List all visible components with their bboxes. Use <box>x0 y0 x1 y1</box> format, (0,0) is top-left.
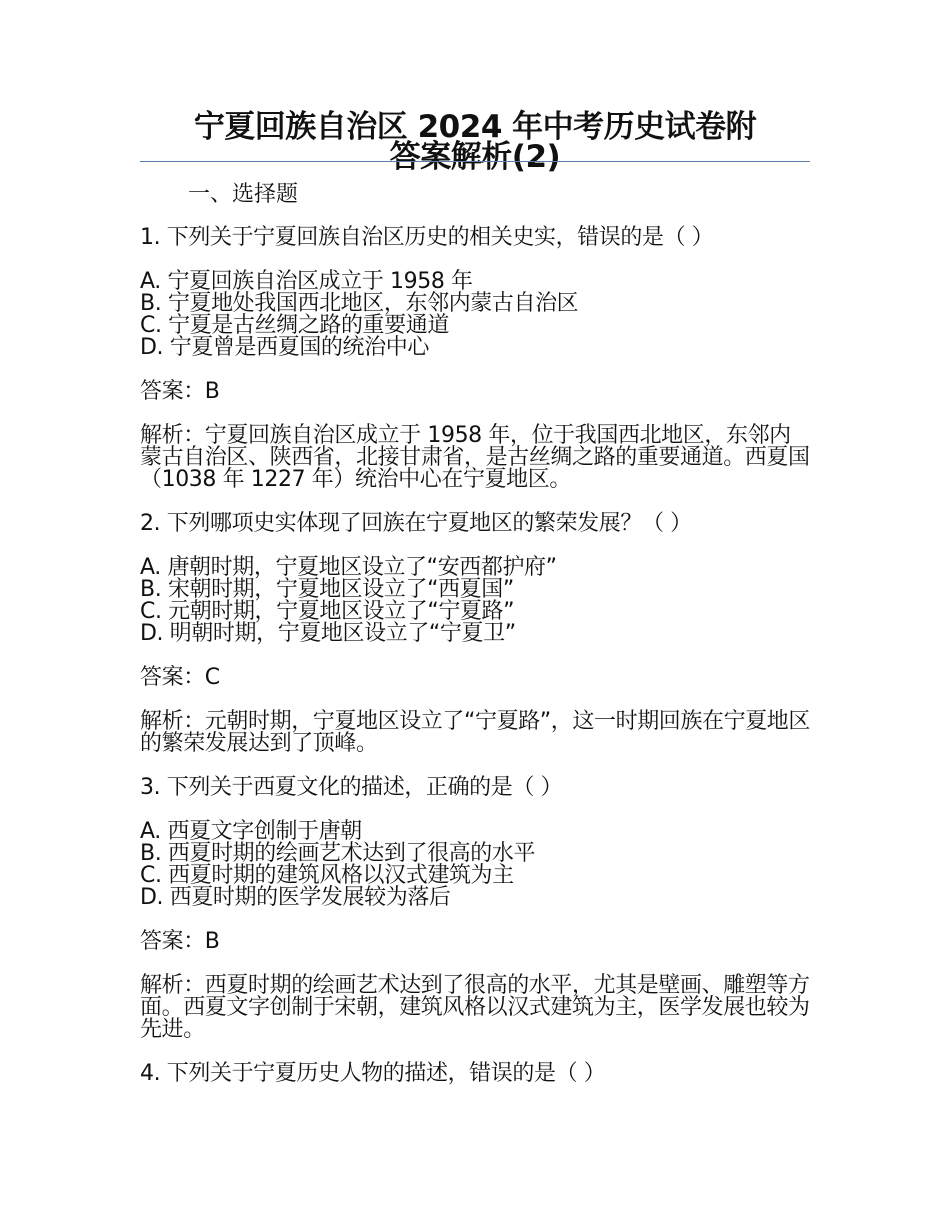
question-2-option-d: D. 明朝时期，宁夏地区设立了“宁夏卫” <box>140 621 516 646</box>
question-2-analysis: 解析：元朝时期，宁夏地区设立了“宁夏路”，这一时期回族在宁夏地区的繁荣发展达到了顶峰。 <box>140 709 810 756</box>
question-3-answer: 答案：B <box>140 929 220 954</box>
question-1-option-d: D. 宁夏曾是西夏国的统治中心 <box>140 335 429 360</box>
document-title <box>140 109 810 175</box>
question-3-analysis: 解析：西夏时期的绘画艺术达到了很高的水平，尤其是壁画、雕塑等方面。西夏文字创制于宋朝，建筑风格以汉式建筑为主，医学发展也较为先进。 <box>140 973 810 1042</box>
question-3-option-b: B. 西夏时期的绘画艺术达到了很高的水平 <box>140 841 536 866</box>
question-1-option-a: A. 宁夏回族自治区成立于 1958 年 <box>140 269 473 294</box>
question-1-option-b: B. 宁夏地处我国西北地区，东邻内蒙古自治区 <box>140 291 579 316</box>
question-2-answer: 答案：C <box>140 665 220 690</box>
question-2-option-b: B. 宋朝时期，宁夏地区设立了“西夏国” <box>140 577 514 602</box>
question-3-option-d: D. 西夏时期的医学发展较为落后 <box>140 885 451 910</box>
question-3-option-a: A. 西夏文字创制于唐朝 <box>140 819 362 844</box>
question-1-option-c: C. 宁夏是古丝绸之路的重要通道 <box>140 313 449 338</box>
question-1-stem: 1. 下列关于宁夏回族自治区历史的相关史实，错误的是（ ） <box>140 225 714 250</box>
document-title-line-2: 答案解析(2) <box>389 139 561 175</box>
question-2-option-a: A. 唐朝时期，宁夏地区设立了“安西都护府” <box>140 555 557 580</box>
document-title-line-1: 宁夏回族自治区 2024 年中考历史试卷附 <box>193 109 757 145</box>
title-divider <box>140 161 810 162</box>
section-heading: 一、选择题 <box>188 182 299 207</box>
question-1-analysis: 解析：宁夏回族自治区成立于 1958 年，位于我国西北地区，东邻内蒙古自治区、陕西省，北接甘肃省，是古丝绸之路的重要通道。西夏国（1038 年 1227 年）统治中心在宁夏地区。 <box>140 423 810 492</box>
question-2-options <box>140 557 812 645</box>
question-4-stem: 4. 下列关于宁夏历史人物的描述，错误的是（ ） <box>140 1061 606 1086</box>
question-3-stem: 3. 下列关于西夏文化的描述，正确的是（ ） <box>140 775 563 800</box>
question-3-option-c: C. 西夏时期的建筑风格以汉式建筑为主 <box>140 863 514 888</box>
question-1-answer: 答案：B <box>140 379 220 404</box>
question-2-stem: 2. 下列哪项史实体现了回族在宁夏地区的繁荣发展？（ ） <box>140 511 692 536</box>
question-2-option-c: C. 元朝时期，宁夏地区设立了“宁夏路” <box>140 599 515 624</box>
question-list <box>140 222 812 1107</box>
question-3-options <box>140 821 812 909</box>
question-1-options <box>140 271 812 359</box>
